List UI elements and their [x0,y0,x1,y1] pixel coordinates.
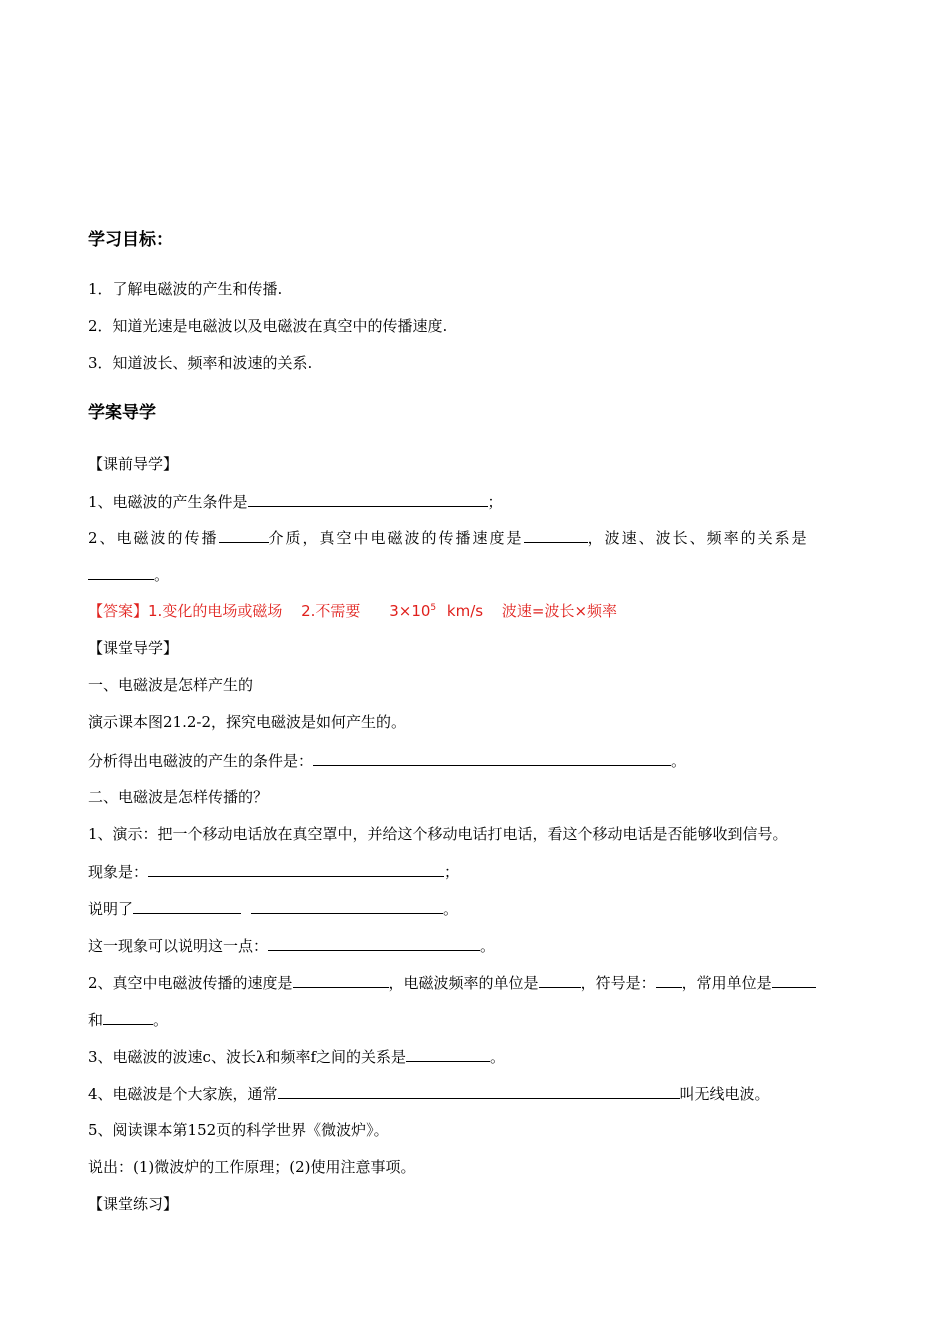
answer-1: 1.变化的电场或磁场 [148,602,283,620]
answer-blank [313,750,671,766]
answer-blank [248,491,488,507]
answer-line [88,601,617,621]
answer-blank [88,564,154,580]
objective-1: 1．了解电磁波的产生和传播. [88,280,283,298]
answer-2: 2.不需要 [301,602,361,620]
answer-blank [539,972,581,988]
phenomenon-suffix: ； [444,863,460,881]
pre-class-heading: 【课前导学】 [88,455,179,473]
family-line [88,1083,770,1104]
speed-text-e: 和 [88,1011,104,1029]
answer-blank [524,527,588,543]
question-2-continued [88,564,169,585]
speed-text-a: 2、真空中电磁波传播的速度是 [88,974,293,992]
speed-text-c: ，符号是： [580,974,656,992]
answer-blank [268,935,480,951]
speed-text-d: ，常用单位是 [681,974,772,992]
guide-heading: 学案导学 [88,403,156,423]
answer-3-unit: km/s [446,602,484,620]
family-suffix: 叫无线电波。 [679,1085,770,1103]
speed-line-continued [88,1009,168,1030]
question-1-text: 1、电磁波的产生条件是 [88,493,248,511]
objective-2: 2．知道光速是电磁波以及电磁波在真空中的传播速度. [88,317,448,335]
analysis-suffix: 。 [671,752,687,770]
answer-blank [148,861,444,877]
practice-heading: 【课堂练习】 [88,1195,179,1213]
answer-label: 【答案】 [88,602,149,620]
answer-blank [772,972,816,988]
answer-blank [251,898,443,914]
question-2-text-b: 介质，真空中电磁波的传播速度是 [268,529,524,547]
phenomenon-line [88,861,459,882]
question-2 [88,527,809,548]
analysis-line [88,750,686,771]
family-text: 4、电磁波是个大家族，通常 [88,1085,278,1103]
part-2-title: 二、电磁波是怎样传播的？ [88,788,269,806]
question-1 [88,491,503,512]
answer-blank [406,1046,490,1062]
part-1-title: 一、电磁波是怎样产生的 [88,676,254,694]
in-class-heading: 【课堂导学】 [88,639,179,657]
answer-blank [293,972,389,988]
analysis-text: 分析得出电磁波的产生的条件是： [88,752,314,770]
question-1-suffix: ； [487,493,503,511]
speed-text-b: ，电磁波频率的单位是 [388,974,539,992]
answer-blank [103,1009,153,1025]
explain-text: 说明了 [88,900,134,918]
speed-line [88,972,816,993]
objective-3: 3．知道波长、频率和波速的关系. [88,354,313,372]
relation-line [88,1046,505,1067]
read-text: 5、阅读课本第152页的科学世界《微波炉》。 [88,1121,389,1139]
demo-2-text: 1、演示：把一个移动电话放在真空罩中，并给这个移动电话打电话，看这个移动电话是否能够收到信号。 [88,825,788,843]
objectives-heading: 学习目标： [88,230,173,250]
explain-line [88,898,458,919]
relation-text: 3、电磁波的波速c、波长λ和频率f之间的关系是 [88,1048,407,1066]
explain-suffix: 。 [443,900,459,918]
point-suffix: 。 [480,937,496,955]
answer-blank [219,527,269,543]
question-2-text-c: ，波速、波长、频率的关系是 [587,529,809,547]
answer-blank [656,972,682,988]
question-2-end: 。 [154,566,170,584]
point-text: 这一现象可以说明这一点： [88,937,269,955]
answer-blank [133,898,241,914]
point-line [88,935,495,956]
relation-suffix: 。 [490,1048,506,1066]
answer-blank [278,1083,680,1099]
question-2-text-a: 2、电磁波的传播 [88,529,219,547]
speed-end: 。 [153,1011,169,1029]
say-text: 说出：(1)微波炉的工作原理；(2)使用注意事项。 [88,1158,416,1176]
answer-3: $3\times 10^5$ [389,602,437,620]
demo-text: 演示课本图21.2-2，探究电磁波是如何产生的。 [88,713,407,731]
phenomenon-text: 现象是： [88,863,149,881]
answer-4: 波速=波长×频率 [501,602,618,620]
